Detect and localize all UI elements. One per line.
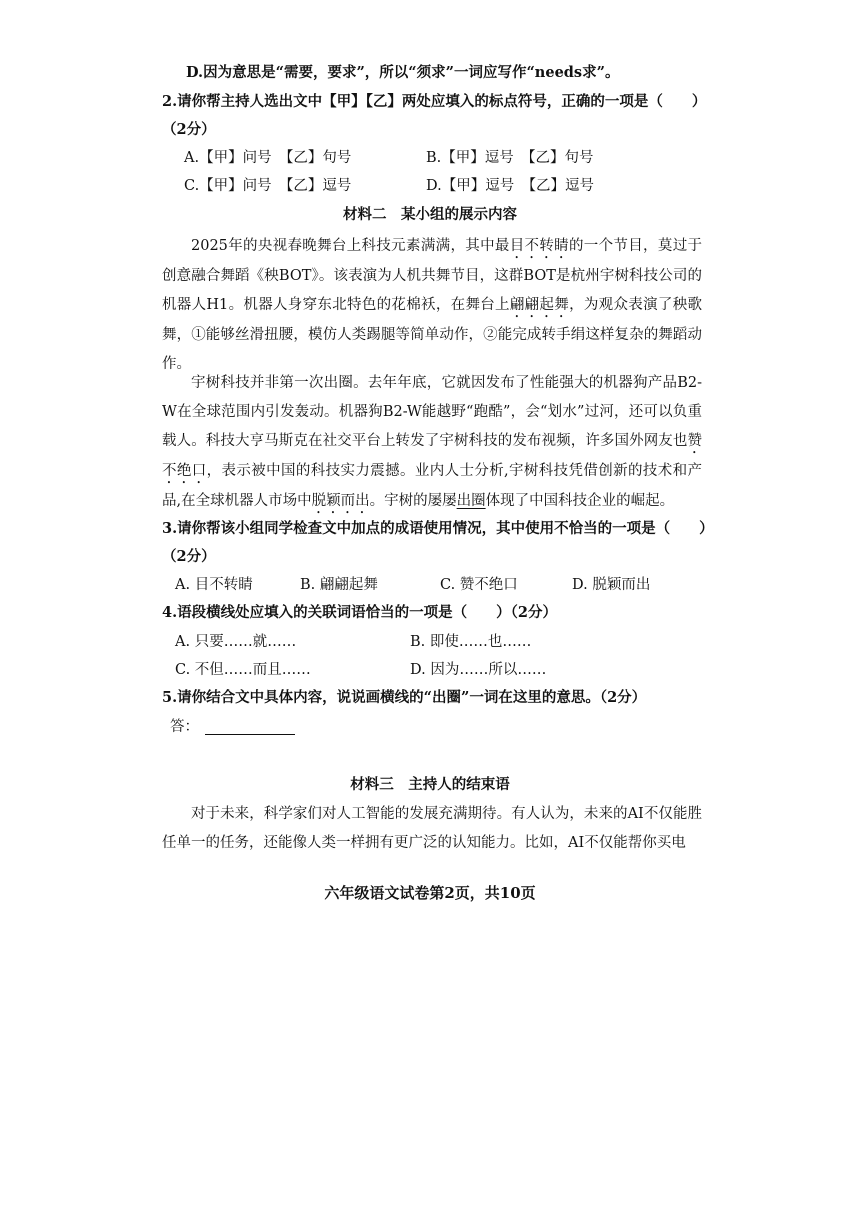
q3-option-b[interactable]: B. 翩翩起舞 (300, 577, 378, 593)
q2-score: （2分） (162, 121, 216, 138)
answer-blank[interactable] (205, 720, 295, 735)
p2-text-a: 宇树科技并非第一次出圈。去年年底，它就因发布了性能强大的机器狗产品B2-W在全球范围内引发轰动。机器狗B2-W能越野“跑酷”，会“划水”过河，还可以负重载人。科技大亨马斯克在社交平台上转发了宇树科技的发布视频，许多国外网友也 (162, 375, 702, 449)
p2-text-c: 。宇树的屡屡 (369, 493, 457, 509)
q4-option-c[interactable]: C. 不但……而且…… (175, 662, 311, 678)
q2-option-b[interactable]: B.【甲】逗号 【乙】句号 (426, 150, 594, 166)
material2-paragraph-1 (162, 232, 702, 379)
q4-option-d[interactable]: D. 因为……所以…… (410, 662, 547, 678)
q2-option-d[interactable]: D.【甲】逗号 【乙】逗号 (426, 178, 594, 194)
underlined-chu-quan: 出圈 (456, 493, 486, 509)
q3-option-c[interactable]: C. 赞不绝口 (440, 577, 518, 593)
q4-option-a[interactable]: A. 只要……就…… (175, 634, 297, 650)
p2-text-b: ，表示被中国的科技实力震撼。业内人士分析,宇树科技凭借创新的技术和产品,在全球机器人市场中 (162, 463, 703, 509)
answer-label: 答： (170, 719, 199, 735)
material3-paragraph: 对于未来，科学家们对人工智能的发展充满期待。有人认为，未来的AI不仅能胜任单一的任务，还能像人类一样拥有更广泛的认知能力。比如，AI不仅能帮你买电 (162, 806, 702, 851)
idiom-mu-bu-zhuan-jing: 目不转睛 (509, 238, 569, 254)
q3-stem: 3.请你帮该小组同学检查文中加点的成语使用情况，其中使用不恰当的一项是（ ） (162, 520, 714, 537)
material2-paragraph-2 (162, 369, 702, 517)
q2-option-c[interactable]: C.【甲】问号 【乙】逗号 (184, 178, 352, 194)
idiom-pian-pian-qi-wu: 翩翩起舞 (509, 297, 570, 313)
material2-title: 材料二 某小组的展示内容 (343, 206, 517, 223)
page-footer: 六年级语文试卷第2页，共10页 (324, 884, 536, 902)
idiom-zan-bu-jue-kou: 赞不绝口 (162, 433, 702, 479)
q3-option-a[interactable]: A. 目不转睛 (175, 577, 253, 593)
material3-title: 材料三 主持人的结束语 (350, 776, 510, 793)
idiom-tuo-ying-er-chu: 脱颖而出 (311, 493, 370, 509)
q2-option-a[interactable]: A.【甲】问号 【乙】句号 (184, 150, 352, 166)
q3-score: （2分） (162, 548, 216, 565)
p1-text-b: 的一个节目，莫过于创意融合舞蹈《秧BOT》。该表演为人机共舞节目，这群BOT是杭州宇树科技公司的机器人H1。机器人身穿东北特色的花棉袄，在舞台上 (162, 238, 703, 313)
q5-stem: 5.请你结合文中具体内容，说说画横线的“出圈”一词在这里的意思。（2分） (162, 689, 647, 706)
p1-text-c: ，为观众表演了秧歌舞，①能够丝滑扭腰，模仿人类踢腿等简单动作，②能完成转手绢这样复杂的舞蹈动作。 (162, 297, 703, 372)
q3-option-d[interactable]: D. 脱颖而出 (572, 577, 651, 593)
q5-answer-line (170, 717, 295, 737)
p1-text-a: 2025年的央视春晚舞台上科技元素满满，其中最 (191, 238, 510, 254)
p2-text-d: 体现了中国科技企业的崛起。 (485, 493, 675, 509)
q4-stem: 4.语段横线处应填入的关联词语恰当的一项是（ ）（2分） (162, 604, 557, 621)
q2-stem: 2.请你帮主持人选出文中【甲】【乙】两处应填入的标点符号，正确的一项是（ ） (162, 93, 707, 110)
q1-option-d: D.因为意思是“需要，要求”，所以“须求”一词应写作“needs求”。 (186, 64, 620, 81)
q4-option-b[interactable]: B. 即使……也…… (410, 634, 532, 650)
